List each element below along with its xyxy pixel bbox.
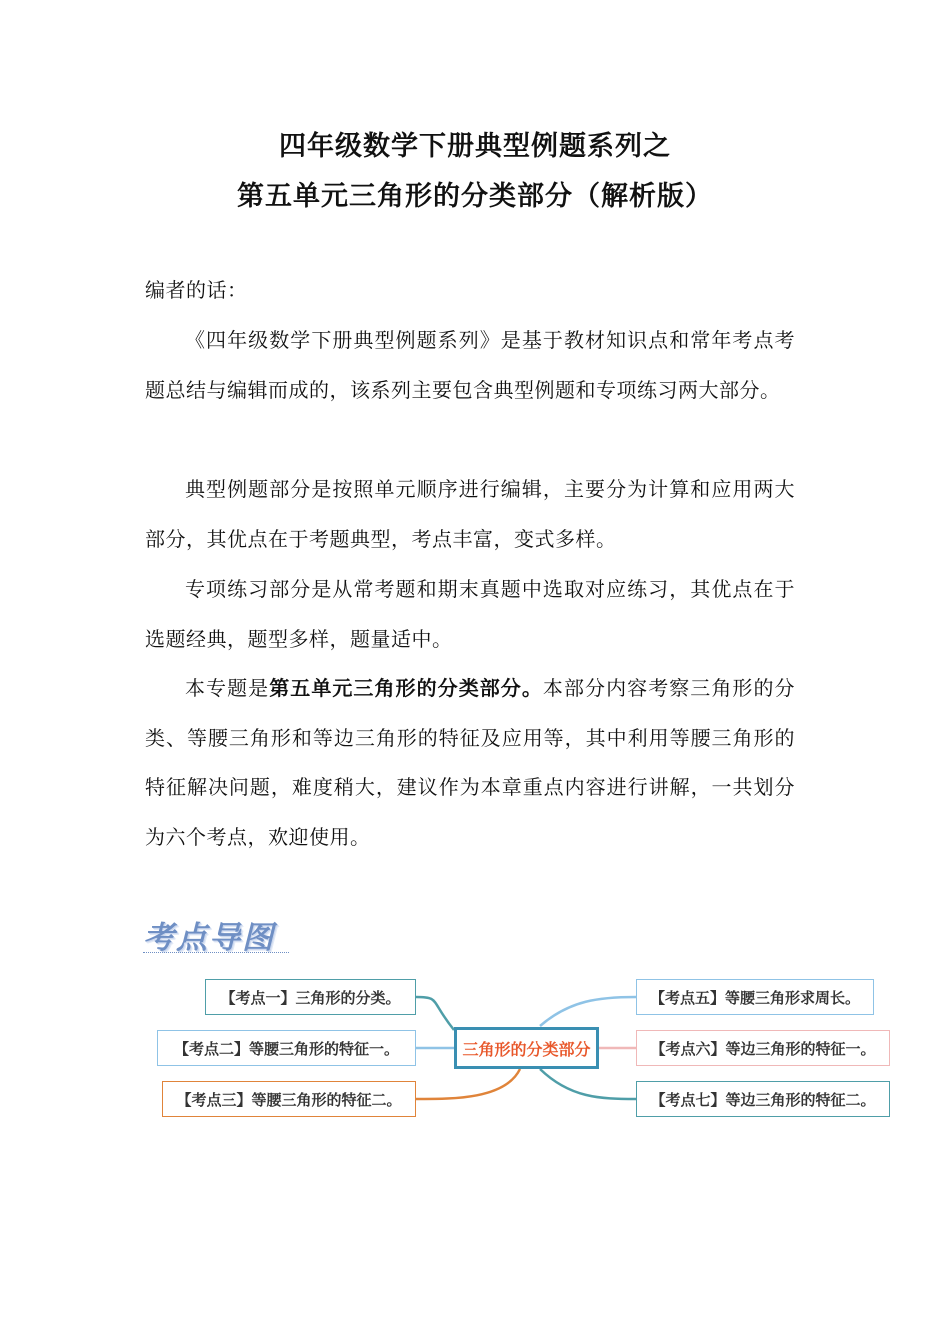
mindmap-center-node: 三角形的分类部分 <box>454 1027 599 1069</box>
intro-paragraph-2: 典型例题部分是按照单元顺序进行编辑，主要分为计算和应用两大部分，其优点在于考题典型，考点丰富，变式多样。 <box>145 477 795 551</box>
intro-paragraph-4-suffix: 本部分内容考察三角形的分类、等腰三角形和等边三角形的特征及应用等，其中利用等腰三角形的特征解决问题，难度稍大，建议作为本章重点内容进行讲解，一共划分为六个考点，欢迎使用。 <box>145 676 796 849</box>
mindmap-node-6: 【考点六】等边三角形的特征一。 <box>636 1030 890 1066</box>
page-title-line-2: 第五单元三角形的分类部分（解析版） <box>237 181 713 212</box>
link-node-6 <box>540 1069 636 1099</box>
intro-paragraph-3: 专项练习部分是从常考题和期末真题中选取对应练习，其优点在于选题经典，题型多样，题量适中。 <box>145 577 795 651</box>
mindmap-node-1: 【考点一】三角形的分类。 <box>205 979 416 1015</box>
link-node-3 <box>416 1069 520 1099</box>
mindmap-node-7: 【考点七】等边三角形的特征二。 <box>636 1081 890 1117</box>
link-node-4 <box>540 997 636 1026</box>
intro-paragraph-1: 《四年级数学下册典型例题系列》是基于教材知识点和常年考点考题总结与编辑而成的，该系列主要包含典型例题和专项练习两大部分。 <box>145 328 795 402</box>
mindmap-node-2: 【考点二】等腰三角形的特征一。 <box>157 1030 416 1066</box>
intro-paragraph-4-prefix: 本专题是 <box>185 676 270 700</box>
mindmap-node-3: 【考点三】等腰三角形的特征二。 <box>162 1081 416 1117</box>
link-node-1 <box>416 997 454 1030</box>
intro-paragraph-4-highlight: 第五单元三角形的分类部分。 <box>269 676 543 700</box>
mindmap-heading: 考点导图 <box>143 920 275 956</box>
page-title-line-1: 四年级数学下册典型例题系列之 <box>279 131 671 162</box>
mindmap-node-5: 【考点五】等腰三角形求周长。 <box>636 979 874 1015</box>
intro-heading: 编者的话： <box>145 278 248 302</box>
